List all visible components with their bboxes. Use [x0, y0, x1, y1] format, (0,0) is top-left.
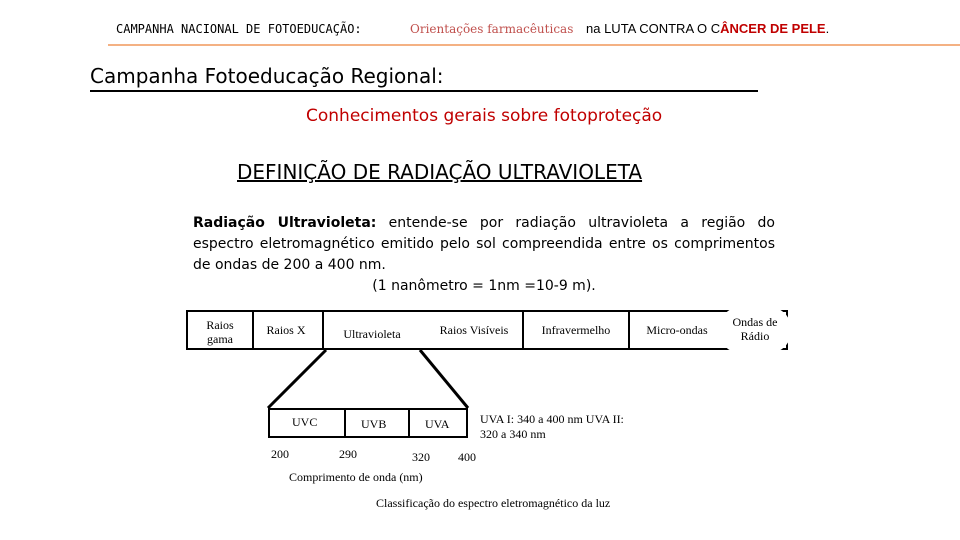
axis-label: Comprimento de onda (nm) [289, 470, 423, 484]
definition-title: DEFINIÇÃO DE RADIAÇÃO ULTRAVIOLETA [237, 160, 643, 184]
band-infrared: Infravermelho [541, 323, 611, 337]
header-tagline-prefix: na LUTA CONTRA O C [586, 21, 721, 36]
wavelength-290: 290 [339, 447, 357, 461]
subtitle: Conhecimentos gerais sobre fotoproteção [306, 106, 663, 126]
figure-caption: Classificação do espectro eletromagnético da luz [376, 496, 611, 510]
definition-text: entende-se por radiação ultravioleta a região do espectro eletromagnético emitido pelo sol compreendida entre os comprimentos de ondas de 200 a 400 nm. [193, 215, 775, 273]
campaign-title: Campanha Fotoeducação Regional: [90, 64, 758, 92]
uva-subranges-note: UVA I: 340 a 400 nm UVA II: 320 a 340 nm [480, 412, 624, 441]
nanometer-note: (1 nanômetro = 1nm =10-9 m). [372, 278, 596, 294]
band-visible: Raios Visíveis [439, 323, 509, 337]
definition-term: Radiação Ultravioleta: [193, 215, 377, 231]
wavelength-400: 400 [458, 450, 476, 464]
uv-divider [344, 410, 346, 436]
wavelength-200: 200 [271, 447, 289, 461]
band-uvc: UVC [292, 415, 318, 429]
band-uvb: UVB [361, 417, 387, 431]
header-orientations: Orientações farmacêuticas [410, 22, 574, 36]
header-tagline-highlight: ÂNCER DE PELE [720, 21, 826, 36]
band-gamma: Raios gama [206, 318, 234, 346]
band-xray: Raios X [266, 323, 306, 337]
band-microwave: Micro-ondas [646, 323, 708, 337]
wavelength-320: 320 [412, 450, 430, 464]
band-ultraviolet: Ultravioleta [343, 327, 401, 341]
band-uva: UVA [425, 417, 450, 431]
header-tagline-suffix: . [825, 21, 830, 36]
uv-divider [408, 410, 410, 436]
band-radio: Ondas de Rádio [720, 305, 790, 355]
header-campaign: CAMPANHA NACIONAL DE FOTOEDUCAÇÃO: [116, 22, 362, 36]
